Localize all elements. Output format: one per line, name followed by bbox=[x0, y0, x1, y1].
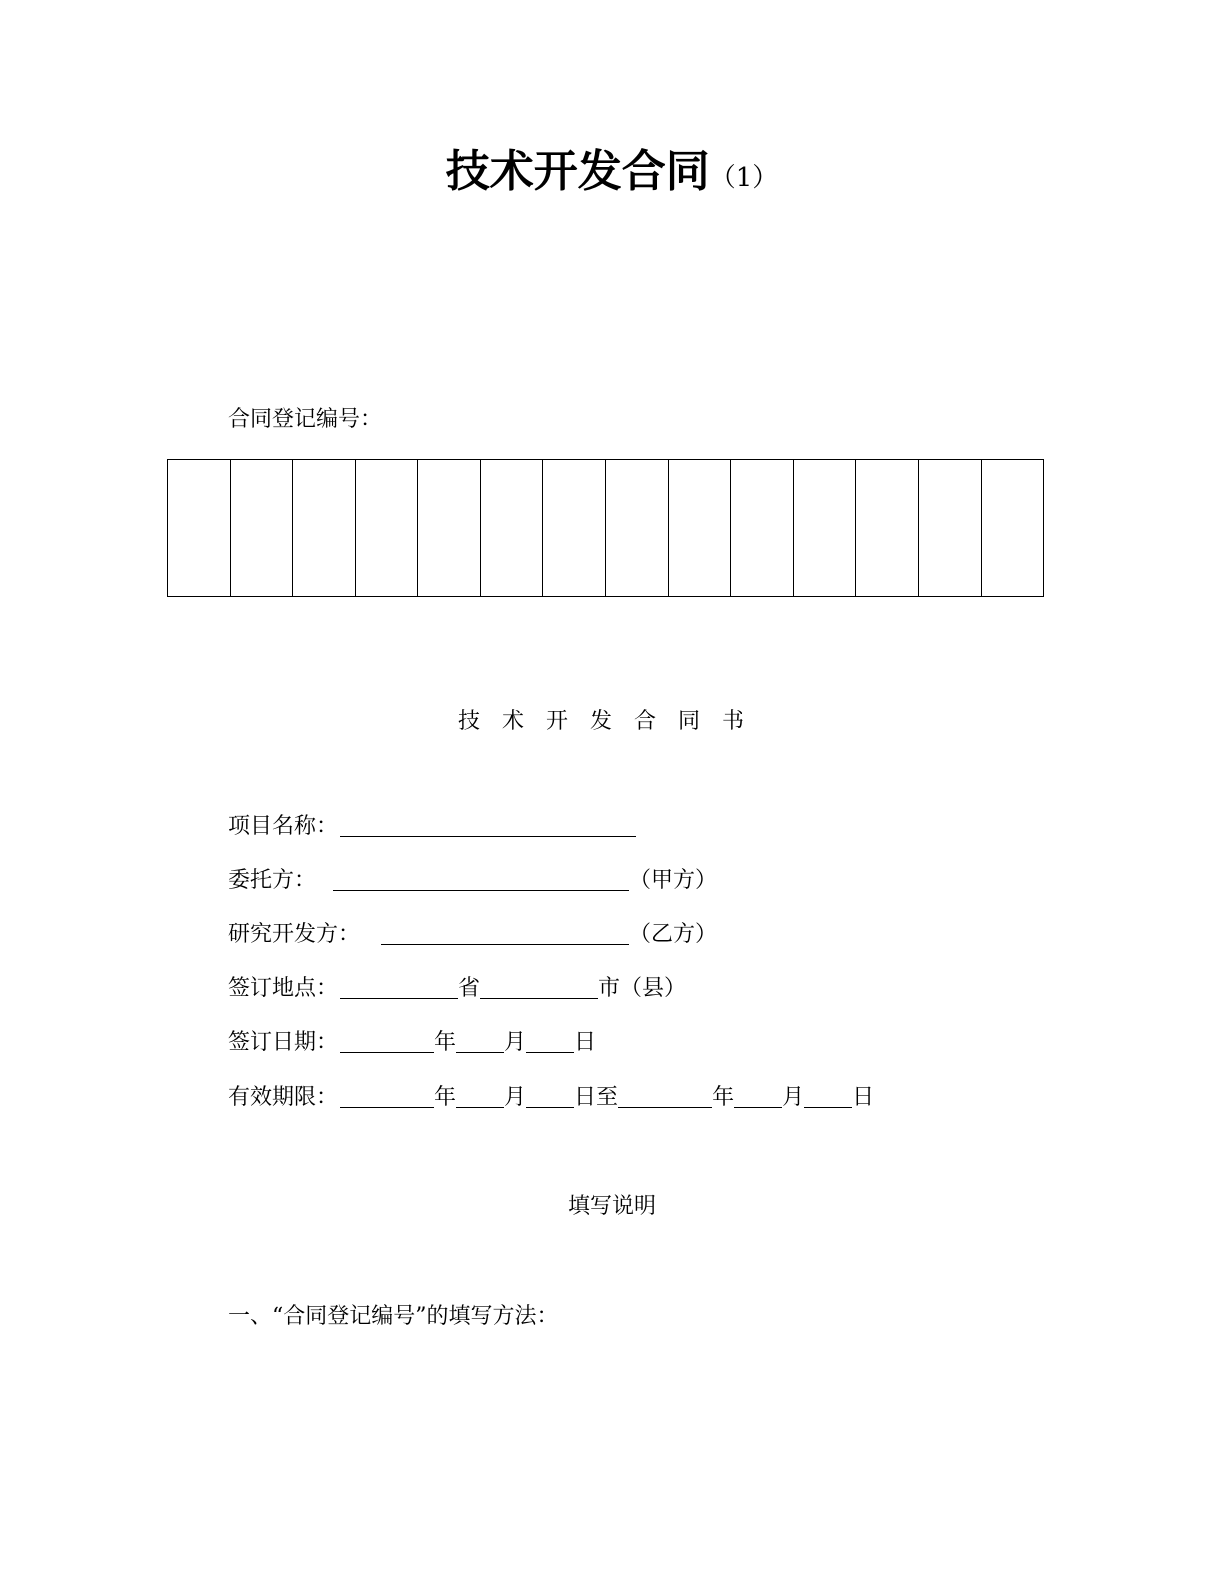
registration-number-label: 合同登记编号： bbox=[228, 407, 383, 432]
sign-date-label: 签订日期： bbox=[228, 1030, 339, 1055]
client-suffix: （甲方） bbox=[629, 868, 718, 893]
validity-month-unit: 月 bbox=[504, 1085, 527, 1110]
validity-end-day-input[interactable] bbox=[804, 1085, 852, 1108]
registration-digit-box[interactable] bbox=[731, 460, 794, 596]
registration-digit-box[interactable] bbox=[919, 460, 982, 596]
registration-digit-box[interactable] bbox=[168, 460, 231, 596]
project-name-input[interactable] bbox=[340, 814, 636, 837]
instructions-title: 填写说明 bbox=[567, 1194, 656, 1219]
sign-day-unit: 日 bbox=[574, 1030, 597, 1055]
field-validity bbox=[228, 1083, 874, 1113]
field-sign-place bbox=[228, 974, 686, 1004]
title-text: 技术开发合同 bbox=[445, 146, 710, 197]
validity-label: 有效期限： bbox=[228, 1085, 339, 1110]
contract-subtitle: 技术开发合同书 bbox=[457, 709, 766, 734]
registration-digit-box[interactable] bbox=[856, 460, 919, 596]
validity-end-month-input[interactable] bbox=[734, 1085, 782, 1108]
registration-digit-box[interactable] bbox=[982, 460, 1044, 596]
sign-month-input[interactable] bbox=[456, 1030, 504, 1053]
developer-label: 研究开发方： bbox=[228, 922, 361, 947]
registration-digit-box[interactable] bbox=[669, 460, 732, 596]
validity-year-unit-2: 年 bbox=[712, 1085, 735, 1110]
province-input[interactable] bbox=[340, 976, 458, 999]
validity-start-year-input[interactable] bbox=[340, 1085, 434, 1108]
developer-suffix: （乙方） bbox=[629, 922, 718, 947]
city-unit: 市（县） bbox=[598, 976, 687, 1001]
sign-day-input[interactable] bbox=[526, 1030, 574, 1053]
registration-number-boxes bbox=[167, 459, 1044, 597]
sign-month-unit: 月 bbox=[504, 1030, 527, 1055]
validity-month-unit-2: 月 bbox=[782, 1085, 805, 1110]
validity-day-unit-2: 日 bbox=[852, 1085, 875, 1110]
developer-input[interactable] bbox=[381, 922, 629, 945]
validity-year-unit: 年 bbox=[434, 1085, 457, 1110]
project-name-label: 项目名称： bbox=[228, 814, 339, 839]
validity-day-to: 日至 bbox=[574, 1085, 619, 1110]
client-label: 委托方： bbox=[228, 868, 317, 893]
field-sign-date bbox=[228, 1028, 596, 1058]
validity-end-year-input[interactable] bbox=[618, 1085, 712, 1108]
registration-digit-box[interactable] bbox=[543, 460, 606, 596]
validity-start-day-input[interactable] bbox=[526, 1085, 574, 1108]
registration-digit-box[interactable] bbox=[356, 460, 419, 596]
province-unit: 省 bbox=[458, 976, 481, 1001]
sign-year-input[interactable] bbox=[340, 1030, 434, 1053]
registration-digit-box[interactable] bbox=[606, 460, 669, 596]
sign-place-label: 签订地点： bbox=[228, 976, 339, 1001]
registration-digit-box[interactable] bbox=[481, 460, 544, 596]
field-project-name bbox=[228, 812, 636, 842]
registration-digit-box[interactable] bbox=[418, 460, 481, 596]
field-developer bbox=[228, 920, 717, 950]
registration-digit-box[interactable] bbox=[293, 460, 356, 596]
registration-digit-box[interactable] bbox=[231, 460, 294, 596]
validity-start-month-input[interactable] bbox=[456, 1085, 504, 1108]
city-input[interactable] bbox=[480, 976, 598, 999]
client-input[interactable] bbox=[333, 868, 629, 891]
title-suffix: （1） bbox=[709, 163, 779, 193]
field-client bbox=[228, 866, 717, 896]
instruction-item-1: 一、“合同登记编号”的填写方法： bbox=[228, 1304, 559, 1329]
document-title bbox=[0, 144, 1224, 206]
sign-year-unit: 年 bbox=[434, 1030, 457, 1055]
registration-digit-box[interactable] bbox=[794, 460, 857, 596]
